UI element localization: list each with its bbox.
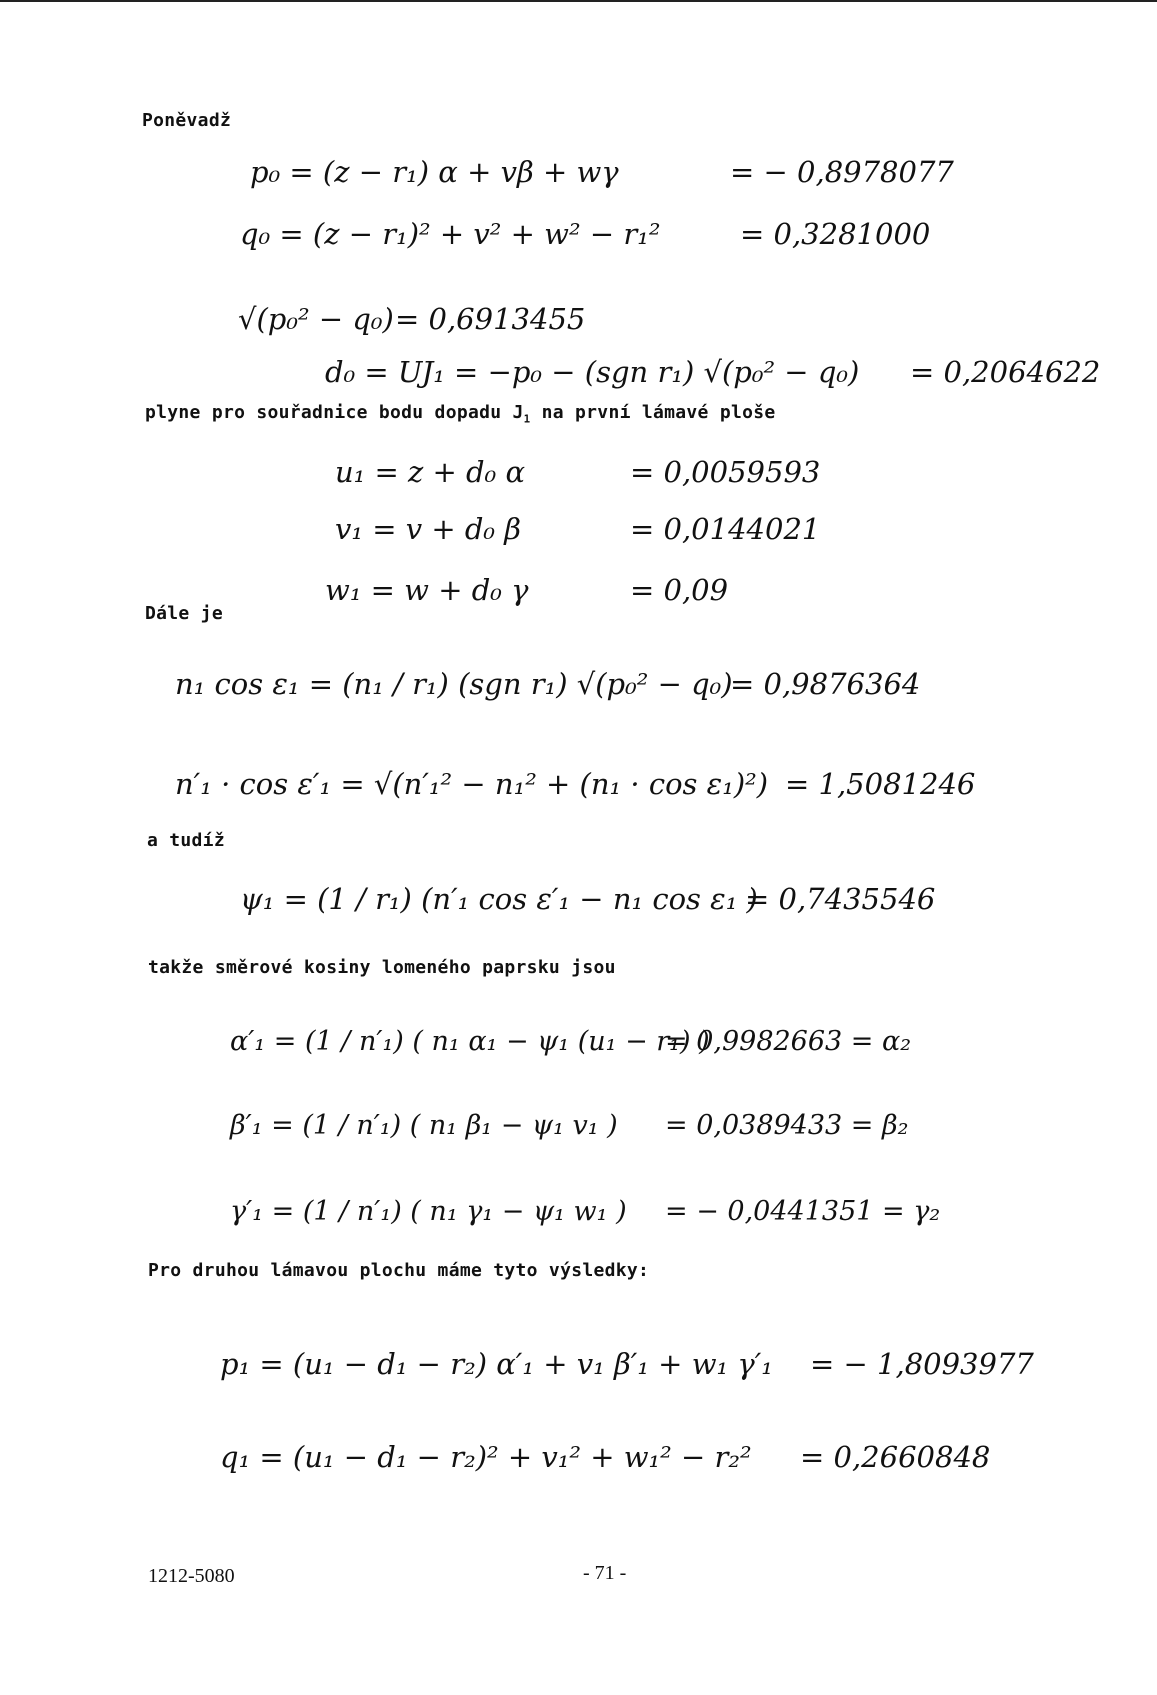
eq-u1-value: = 0,0059593 bbox=[630, 455, 821, 489]
text-plyne-j: J bbox=[512, 402, 524, 423]
eq-q0-lhs: q₀ = (z − r₁)² + v² + w² − r₁² bbox=[240, 217, 661, 251]
text-dale: Dále je bbox=[145, 603, 223, 624]
eq-u1-lhs: u₁ = z + d₀ α bbox=[335, 455, 526, 489]
text-a-tudiz: a tudíž bbox=[147, 830, 225, 851]
text-plyne-rest: na první lámavé ploše bbox=[541, 402, 776, 423]
eq-q1-lhs: q₁ = (u₁ − d₁ − r₂)² + v₁² + w₁² − r₂² bbox=[220, 1440, 752, 1474]
eq-d0-lhs: d₀ = UJ₁ = −p₀ − (sgn r₁) √(p₀² − q₀) bbox=[325, 355, 860, 389]
eq-gamma1-value: = − 0,0441351 = γ₂ bbox=[665, 1196, 941, 1227]
eq-w1-value: = 0,09 bbox=[630, 573, 729, 607]
eq-psi-value: = 0,7435546 bbox=[745, 882, 936, 916]
eq-sqrt-value: = 0,6913455 bbox=[395, 302, 586, 336]
text-plyne bbox=[145, 402, 776, 426]
top-border bbox=[0, 0, 1157, 2]
eq-npcos-lhs: n′₁ · cos ε′₁ = √(n′₁² − n₁² + (n₁ · cos ε₁)²) bbox=[175, 767, 769, 801]
text-takze: takže směrové kosiny lomeného paprsku jsou bbox=[148, 957, 616, 978]
eq-sqrt-lhs: √(p₀² − q₀) bbox=[238, 302, 394, 336]
text-plyne-main: plyne pro souřadnice bodu dopadu bbox=[145, 402, 502, 423]
text-ponevadz: Poněvadž bbox=[142, 110, 232, 131]
eq-alpha1-value: = 0,9982663 = α₂ bbox=[665, 1026, 912, 1057]
eq-ncos-lhs: n₁ cos ε₁ = (n₁ / r₁) (sgn r₁) √(p₀² − q₀) bbox=[175, 667, 733, 701]
eq-d0-value: = 0,2064622 bbox=[910, 355, 1101, 389]
eq-p1-value: = − 1,8093977 bbox=[810, 1347, 1034, 1381]
eq-psi-lhs: ψ₁ = (1 / r₁) (n′₁ cos ε′₁ − n₁ cos ε₁ ) bbox=[240, 882, 758, 916]
eq-q0-value: = 0,3281000 bbox=[740, 217, 931, 251]
eq-v1-value: = 0,0144021 bbox=[630, 512, 821, 546]
page-number: - 71 - bbox=[583, 1562, 627, 1584]
eq-p0-lhs: p₀ = (z − r₁) α + vβ + wγ bbox=[250, 155, 619, 189]
eq-q1-value: = 0,2660848 bbox=[800, 1440, 991, 1474]
eq-p0-value: = − 0,8978077 bbox=[730, 155, 954, 189]
eq-v1-lhs: v₁ = v + d₀ β bbox=[335, 512, 522, 546]
text-plyne-sub: 1 bbox=[523, 412, 531, 426]
eq-alpha1-lhs: α′₁ = (1 / n′₁) ( n₁ α₁ − ψ₁ (u₁ − r₁) ) bbox=[230, 1026, 710, 1057]
eq-p1-lhs: p₁ = (u₁ − d₁ − r₂) α′₁ + v₁ β′₁ + w₁ γ′₁ bbox=[220, 1347, 773, 1381]
footer-code: 1212-5080 bbox=[148, 1565, 235, 1587]
eq-gamma1-lhs: γ′₁ = (1 / n′₁) ( n₁ γ₁ − ψ₁ w₁ ) bbox=[230, 1196, 627, 1227]
eq-ncos-value: = 0,9876364 bbox=[730, 667, 921, 701]
eq-beta1-value: = 0,0389433 = β₂ bbox=[665, 1110, 909, 1141]
eq-w1-lhs: w₁ = w + d₀ γ bbox=[325, 573, 529, 607]
text-pro-druhou: Pro druhou lámavou plochu máme tyto výsledky: bbox=[148, 1260, 650, 1281]
eq-npcos-value: = 1,5081246 bbox=[785, 767, 976, 801]
eq-beta1-lhs: β′₁ = (1 / n′₁) ( n₁ β₁ − ψ₁ v₁ ) bbox=[230, 1110, 618, 1141]
